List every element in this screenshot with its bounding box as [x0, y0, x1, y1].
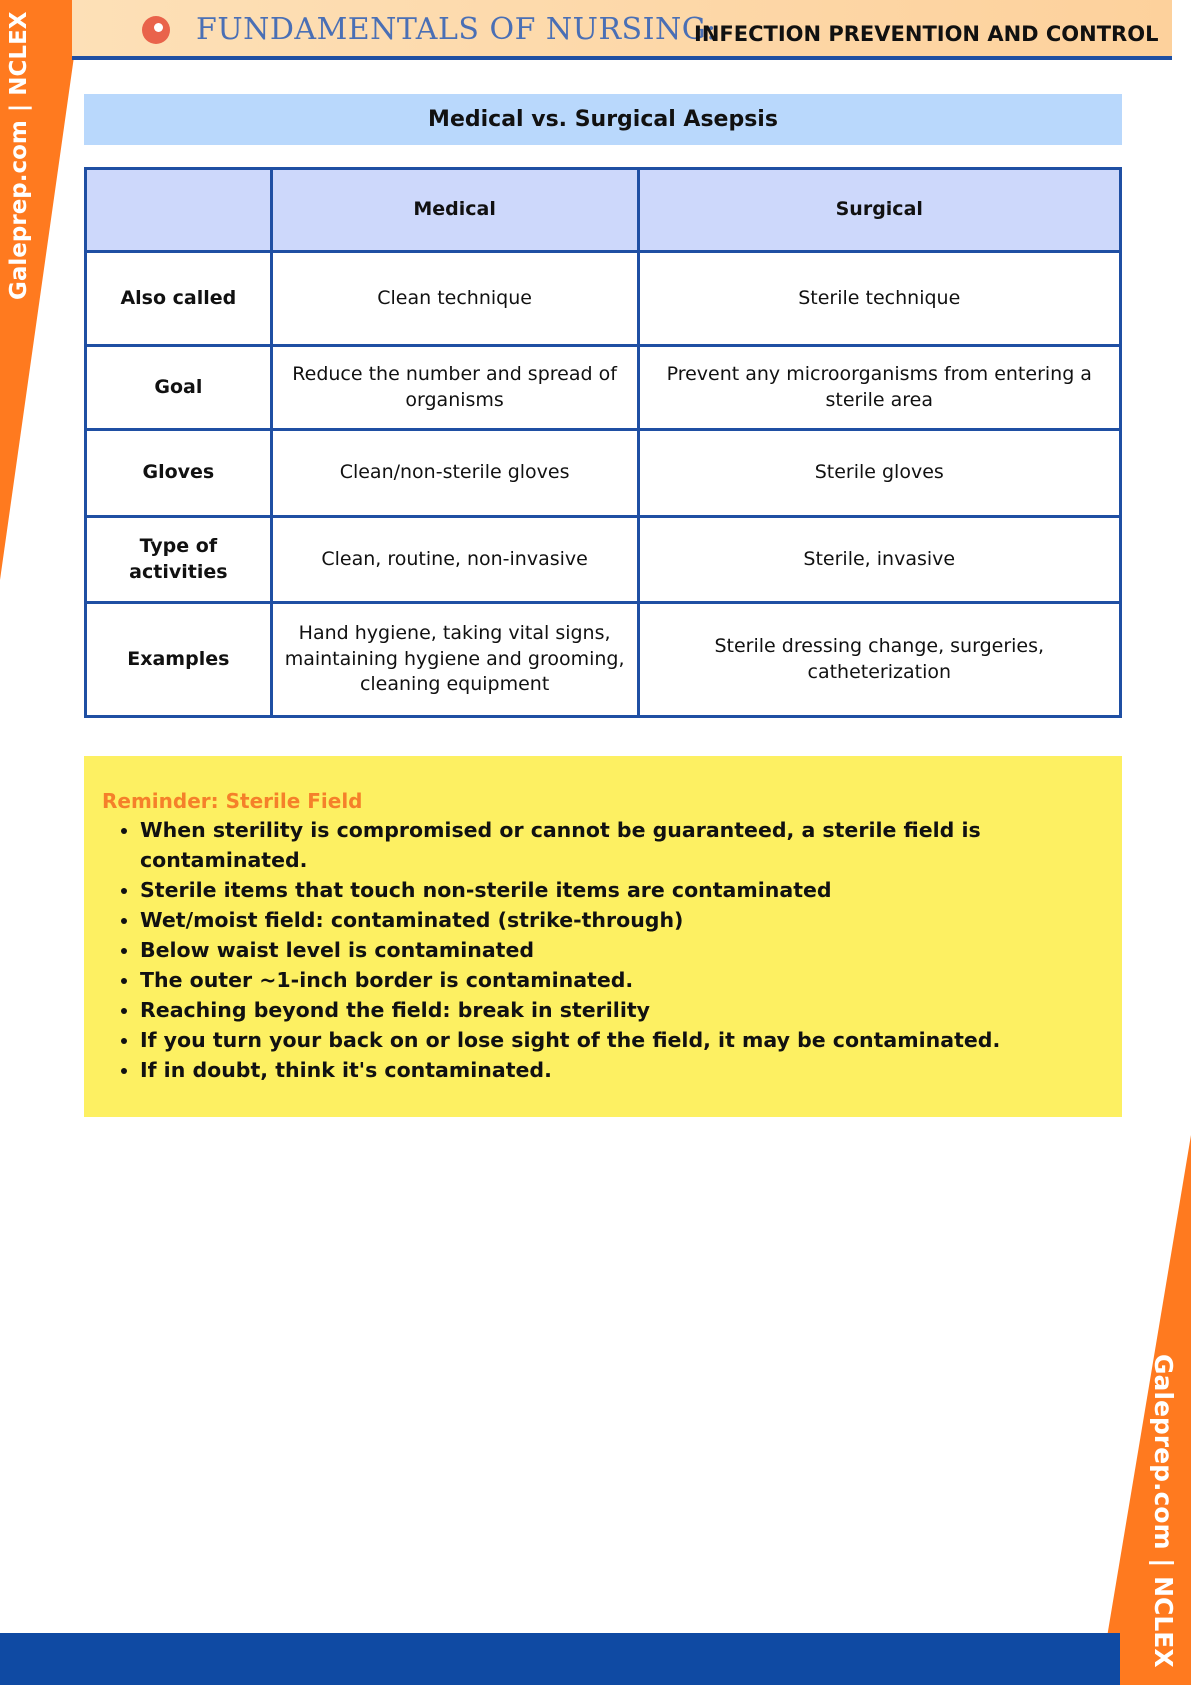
side-brand-left: Galeprep.com | NCLEX: [6, 11, 32, 300]
list-item: • Wet/moist field: contaminated (strike-through): [140, 905, 1104, 935]
side-brand-right: Galeprep.com | NCLEX: [1149, 1354, 1178, 1668]
medical-cell: Hand hygiene, taking vital signs, maintaining hygiene and grooming, cleaning equipment: [271, 603, 638, 717]
list-item: • When sterility is compromised or cannot be guaranteed, a sterile field is contaminated.: [140, 815, 1104, 875]
reminder-title: Reminder: Sterile Field: [102, 789, 363, 813]
surgical-cell: Sterile dressing change, surgeries, catheterization: [638, 603, 1120, 717]
table-header-row: [86, 169, 1121, 252]
column-header-medical: Medical: [271, 169, 638, 252]
table-row: [86, 252, 1121, 346]
medical-cell: Clean, routine, non-invasive: [271, 517, 638, 603]
medical-cell: Reduce the number and spread of organisms: [271, 346, 638, 430]
reminder-list: [102, 815, 1104, 1085]
row-label: Gloves: [86, 430, 272, 517]
list-item: • Below waist level is contaminated: [140, 935, 1104, 965]
row-label: Type of activities: [86, 517, 272, 603]
header-title: FUNDAMENTALS OF NURSING:: [196, 12, 717, 47]
surgical-cell: Sterile, invasive: [638, 517, 1120, 603]
column-header-empty: [86, 169, 272, 252]
section-title: Medical vs. Surgical Asepsis: [84, 94, 1122, 145]
column-header-surgical: Surgical: [638, 169, 1120, 252]
surgical-cell: Sterile gloves: [638, 430, 1120, 517]
table-row: [86, 346, 1121, 430]
list-item: • Reaching beyond the field: break in sterility: [140, 995, 1104, 1025]
list-item: • Sterile items that touch non-sterile items are contaminated: [140, 875, 1104, 905]
surgical-cell: Sterile technique: [638, 252, 1120, 346]
table-row: [86, 430, 1121, 517]
reminder-box: [84, 756, 1122, 1117]
logo-icon: [142, 16, 170, 44]
page-header: [72, 0, 1172, 60]
medical-cell: Clean technique: [271, 252, 638, 346]
table-row: [86, 517, 1121, 603]
row-label: Examples: [86, 603, 272, 717]
asepsis-table: [84, 167, 1122, 718]
footer-bar: [0, 1633, 1120, 1685]
row-label: Goal: [86, 346, 272, 430]
header-subtitle: INFECTION PREVENTION AND CONTROL: [694, 22, 1159, 46]
list-item: • If in doubt, think it's contaminated.: [140, 1055, 1104, 1085]
list-item: • The outer ~1-inch border is contaminated.: [140, 965, 1104, 995]
row-label: Also called: [86, 252, 272, 346]
table-row: [86, 603, 1121, 717]
list-item: • If you turn your back on or lose sight of the field, it may be contaminated.: [140, 1025, 1104, 1055]
surgical-cell: Prevent any microorganisms from entering a sterile area: [638, 346, 1120, 430]
medical-cell: Clean/non-sterile gloves: [271, 430, 638, 517]
